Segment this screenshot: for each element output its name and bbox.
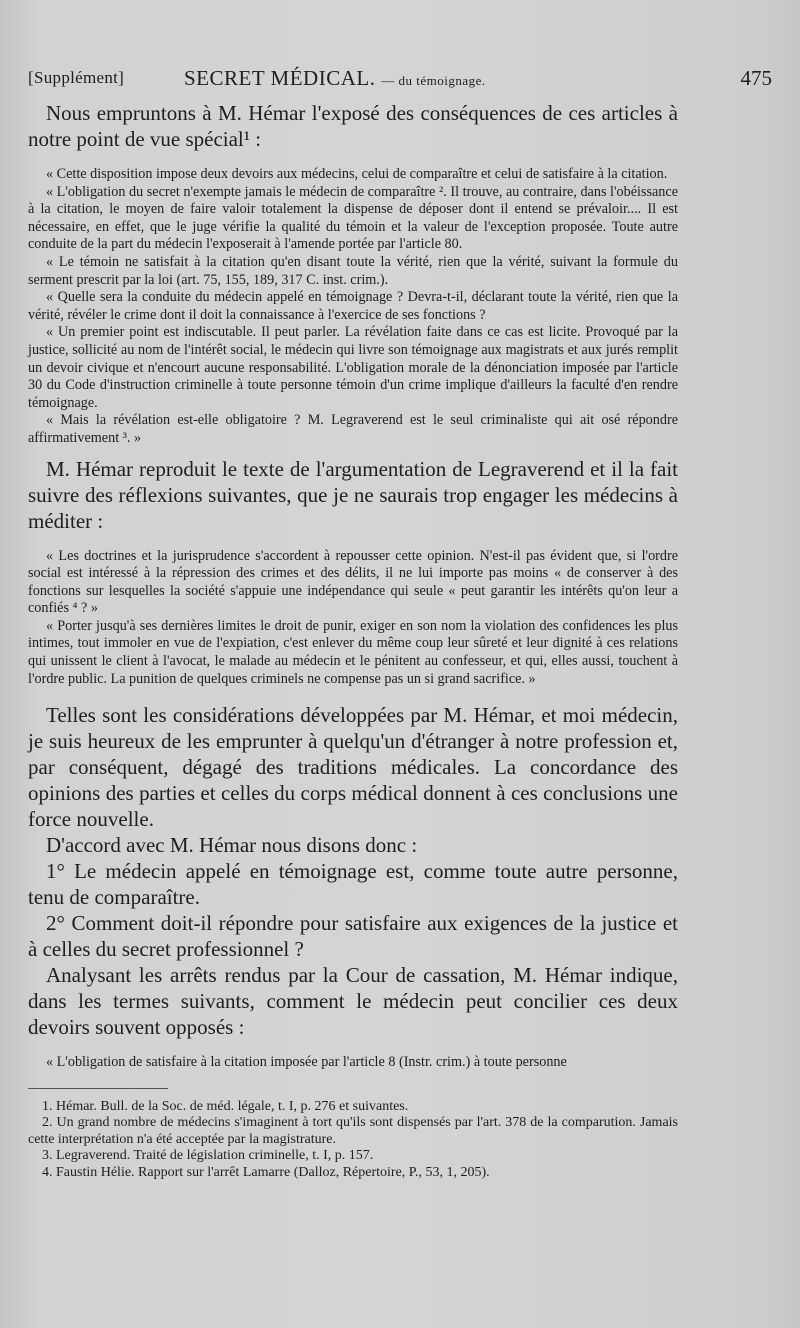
paragraph-body: Telles sont les considérations développées par M. Hémar, et moi médecin, je suis heureux de les emprunter à quelqu'un d'étranger à notre profession et, par conséquent, dégagé des traditions médicales. La concordance des opinions des parties et celles du corps médical donnent à ces conclusions une force nouvelle. [28,703,678,832]
paragraph-intro: Nous empruntons à M. Hémar l'exposé des conséquences de ces articles à notre point de vue spécial¹ : [28,101,678,151]
quote-paragraph: « Les doctrines et la jurisprudence s'accordent à repousser cette opinion. N'est-il pas évident que, si l'ordre social est intéressé à la répression des crimes et des délits, il ne lui importe pas moins « de conserver à des fonctions sur lesquelles la société s'appuie une indépendance qui seule « peut garantir les intérêts qu'on leur a confiés ⁴ ? » [28,547,678,617]
paragraph-body: Analysant les arrêts rendus par la Cour de cassation, M. Hémar indique, dans les termes suivants, comment le médecin peut concilier ces deux devoirs souvent opposés : [28,963,678,1040]
section-label: [Supplément] [28,68,125,87]
footnote-item: 3. Legraverend. Traité de législation criminelle, t. I, p. 157. [42,1148,374,1164]
footnote-item: 4. Faustin Hélie. Rapport sur l'arrêt Lamarre (Dalloz, Répertoire, P., 53, 1, 205). [42,1164,490,1180]
paragraph-point-1: 1° Le médecin appelé en témoignage est, comme toute autre personne, tenu de comparaître. [28,859,678,910]
paragraph-point-2: 2° Comment doit-il répondre pour satisfaire aux exigences de la justice et à celles du secret professionnel ? [28,911,678,962]
quote-paragraph: « Le témoin ne satisfait à la citation qu'en disant toute la vérité, rien que la vérité, suivant la formule du serment prescrit par la loi (art. 75, 155, 189, 317 C. inst. crim.). [28,253,678,288]
footnotes [28,1099,678,1182]
footnote-item: 1. Hémar. Bull. de la Soc. de méd. légale, t. I, p. 276 et suivantes. [42,1098,409,1114]
quote-paragraph: « Un premier point est indiscutable. Il peut parler. La révélation faite dans ce cas est licite. Provoqué par la justice, sollicité au nom de l'intérêt social, le médecin qui livre son témoignage aux magistrats et aux jurés remplit un devoir civique et n'encourt aucune responsabilité. L'obligation morale de la dénonciation imposée par l'article 30 du Code d'instruction criminelle à toute personne témoin d'un crime implique d'ailleurs la faculté d'en rendre témoignage. [28,324,678,411]
quote-paragraph: « Porter jusqu'à ses dernières limites le droit de punir, exiger en son nom la violation des confidences les plus intimes, tout immoler en vue de l'expiation, c'est enlever du même coup leur sûreté et leur dignité à ces relations qui unissent le client à l'avocat, le malade au médecin et le pénitent au confesseur, et qui, elles aussi, touchent à l'ordre public. La punition de quelques criminels ne compense pas un si grand sacrifice. » [28,617,678,687]
subtitle-text: — du témoignage. [381,73,486,88]
quote-paragraph: « Cette disposition impose deux devoirs aux médecins, celui de comparaître et celui de satisfaire à la citation. [46,166,668,182]
paragraph-body: D'accord avec M. Hémar nous disons donc : [46,833,418,858]
title-text: SECRET MÉDICAL. [184,66,376,90]
quote-paragraph: « Quelle sera la conduite du médecin appelé en témoignage ? Devra-t-il, déclarant toute la vérité, rien que la vérité, révéler le crime dont il doit la connaissance à l'exercice de ses fonctions ? [28,289,678,323]
page-title [184,66,486,91]
quote-paragraph: « L'obligation du secret n'exempte jamais le médecin de comparaître ². Il trouve, au contraire, dans l'obéissance à la citation, le moyen de faire valoir totalement la dispense de déposer dont il entend se prévaloir.... Il est nécessaire, en effet, que le juge vérifie la qualité du témoin et la valeur de l'exception proposée. Toute autre conduite de la part du médecin l'exposerait à l'amende portée par l'article 80. [28,183,678,253]
running-header [28,66,772,96]
footnote-divider [28,1088,168,1089]
footnote-item: 2. Un grand nombre de médecins s'imaginent à tort qu'ils sont dispensés par l'art. 378 de la comparution. Jamais cette interprétation n'a été acceptée par la magistrature. [28,1115,678,1147]
quote-paragraph: « L'obligation de satisfaire à la citation imposée par l'article 8 (Instr. crim.) à toute personne [46,1054,567,1071]
paragraph-body: M. Hémar reproduit le texte de l'argumentation de Legraverend et il la fait suivre des réflexions suivantes, que je ne saurais trop engager les médecins à méditer : [28,456,678,533]
page-number: 475 [740,66,772,90]
quote-paragraph: « Mais la révélation est-elle obligatoire ? M. Legraverend est le seul criminaliste qui ait osé répondre affirmativement ³. » [28,412,678,446]
